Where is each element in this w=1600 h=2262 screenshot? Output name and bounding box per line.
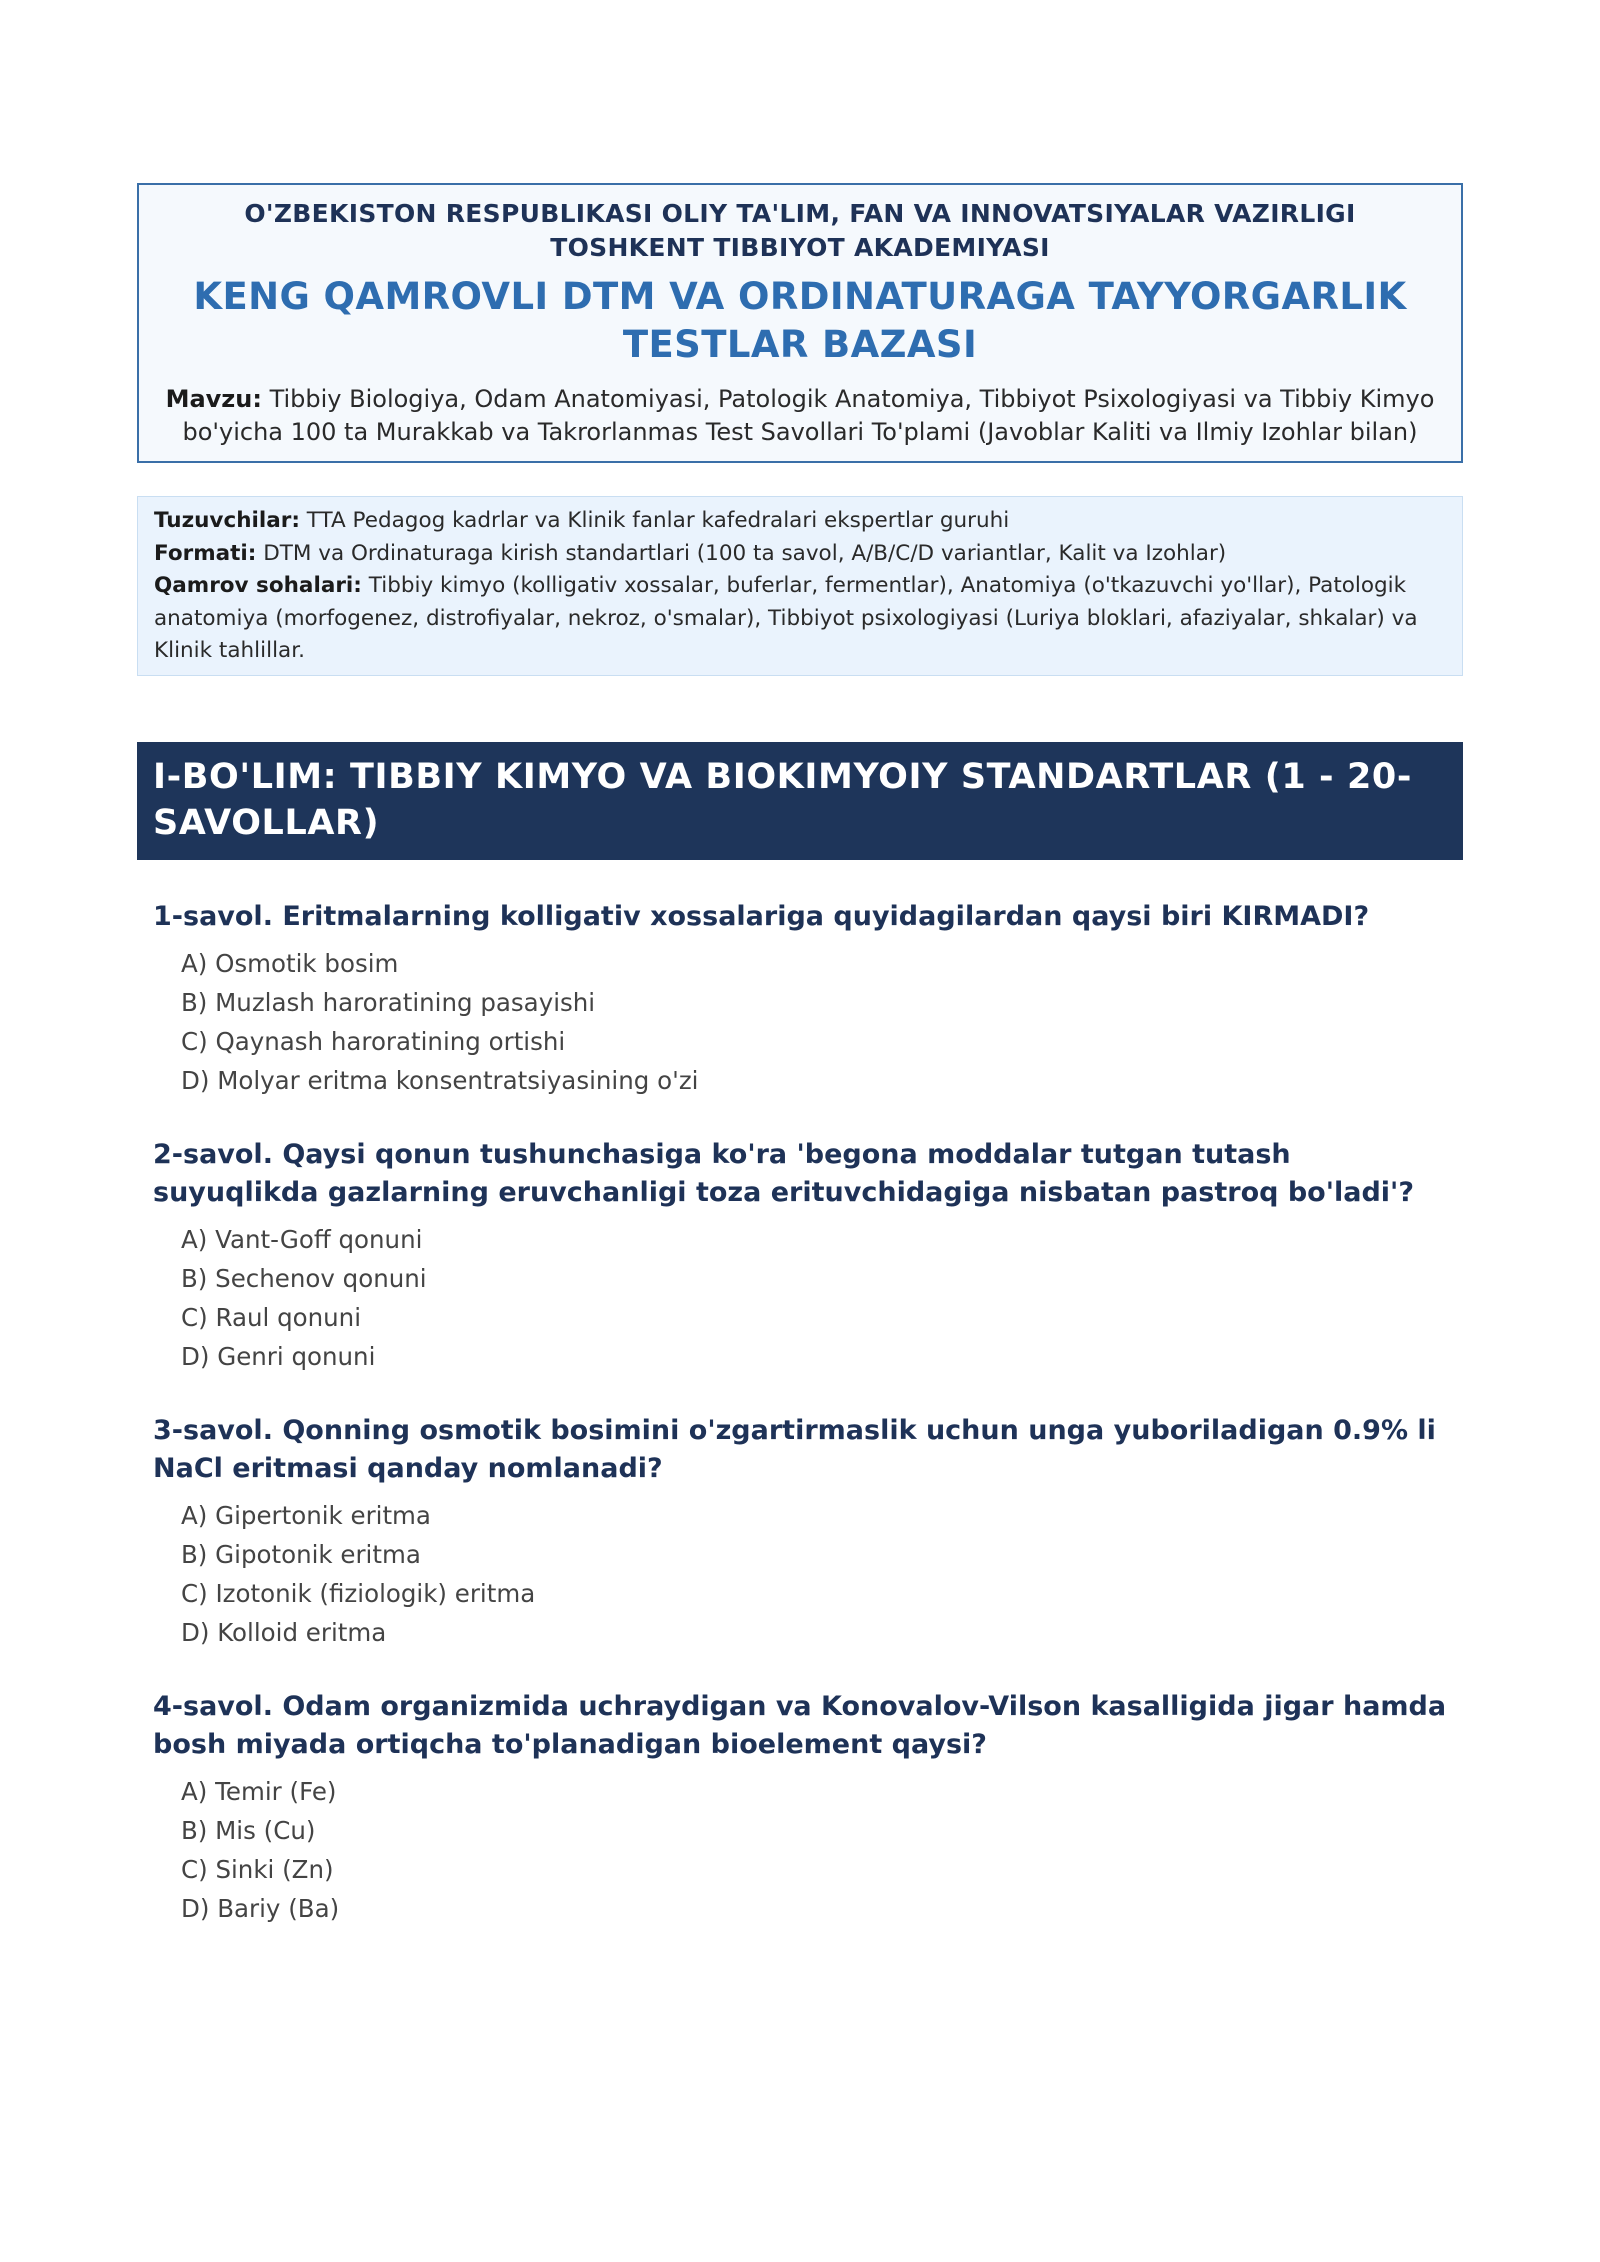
title-header-box [137,183,1463,463]
authors-text: TTA Pedagog kadrlar va Klinik fanlar kafedralari ekspertlar guruhi [306,508,1010,533]
answer-option-d: D) Genri qonuni [181,1342,376,1371]
format-line [154,538,1446,571]
subject-description [157,383,1443,449]
authors-label: Tuzuvchilar: [154,508,300,533]
academy-name: TOSHKENT TIBBIYOT AKADEMIYASI [550,233,1050,262]
subject-text: Tibbiy Biologiya, Odam Anatomiyasi, Patologik Anatomiya, Tibbiyot Psixologiyasi va Tibbiy Kimyo bo'yicha 100 ta Murakkab va Takrorlanmas Test Savollari To'plami (Javoblar Kaliti va Ilmiy Izohlar bilan) [182,385,1435,446]
answer-options [137,1220,1463,1376]
format-label: Formati: [154,540,257,566]
scope-label: Qamrov sohalari: [154,573,362,598]
format-text: DTM va Ordinaturaga kirish standartlari (100 ta savol, A/B/C/D variantlar, Kalit va Izohlar) [263,540,1227,566]
answer-option-b: B) Gipotonik eritma [181,1540,421,1569]
answer-options [137,944,1463,1100]
answer-option-b: B) Mis (Cu) [181,1816,316,1845]
answer-option-c: C) Raul qonuni [181,1303,362,1332]
scope-text: Tibbiy kimyo (kolligativ xossalar, buferlar, fermentlar), Anatomiya (o'tkazuvchi yo'llar), Patologik anatomiya (morfogenez, distrofiyalar, nekroz, o'smalar), Tibbiyot psixologiyasi (Luriya bloklari, afaziyalar, shkalar) va Klinik tahlillar. [154,573,1418,663]
answer-option-a: A) Temir (Fe) [181,1777,337,1806]
authors-line [154,505,1446,538]
document-title-line-2: TESTLAR BAZASI [622,323,978,366]
ministry-name: O'ZBEKISTON RESPUBLIKASI OLIY TA'LIM, FAN VA INNOVATSIYALAR VAZIRLIGI [244,199,1356,228]
question-title: 4-savol. Odam organizmida uchraydigan va Konovalov-Vilson kasalligida jigar hamda bosh miyada ortiqcha to'planadigan bioelement qaysi? [153,1691,1447,1760]
answer-option-a: A) Osmotik bosim [181,949,399,978]
document-title [157,273,1443,369]
question-title: 3-savol. Qonning osmotik bosimini o'zgartirmaslik uchun unga yuboriladigan 0.9% li NaCl eritmasi qanday nomlanadi? [153,1415,1436,1484]
answer-option-c: C) Qaynash haroratining ortishi [181,1027,566,1056]
answer-options [137,1772,1463,1928]
section-heading: I-BO'LIM: TIBBIY KIMYO VA BIOKIMYOIY STANDARTLAR (1 - 20-SAVOLLAR) [137,742,1463,860]
answer-option-a: A) Vant-Goff qonuni [181,1225,423,1254]
answer-option-b: B) Muzlash haroratining pasayishi [181,988,596,1017]
question-item [137,898,1463,1100]
scope-line [154,570,1446,668]
answer-option-b: B) Sechenov qonuni [181,1264,427,1293]
answer-option-d: D) Kolloid eritma [181,1618,387,1647]
question-title: 1-savol. Eritmalarning kolligativ xossalariga quyidagilardan qaysi biri KIRMADI? [153,901,1370,932]
question-item [137,1688,1463,1928]
question-item [137,1136,1463,1376]
answer-options [137,1496,1463,1652]
document-info-box [137,496,1463,676]
answer-option-c: C) Sinki (Zn) [181,1855,334,1884]
question-item [137,1412,1463,1652]
answer-option-c: C) Izotonik (fiziologik) eritma [181,1579,536,1608]
answer-option-d: D) Molyar eritma konsentratsiyasining o'zi [181,1066,699,1095]
question-title: 2-savol. Qaysi qonun tushunchasiga ko'ra 'begona moddalar tutgan tutash suyuqlikda gazlarning eruvchanligi toza erituvchidagiga nisbatan pastroq bo'ladi'? [153,1139,1414,1208]
document-title-line-1: KENG QAMROVLI DTM VA ORDINATURAGA TAYYORGARLIK [193,275,1407,318]
question-list [137,898,1463,1964]
subject-label: Mavzu: [165,385,262,413]
answer-option-a: A) Gipertonik eritma [181,1501,431,1530]
answer-option-d: D) Bariy (Ba) [181,1894,340,1923]
